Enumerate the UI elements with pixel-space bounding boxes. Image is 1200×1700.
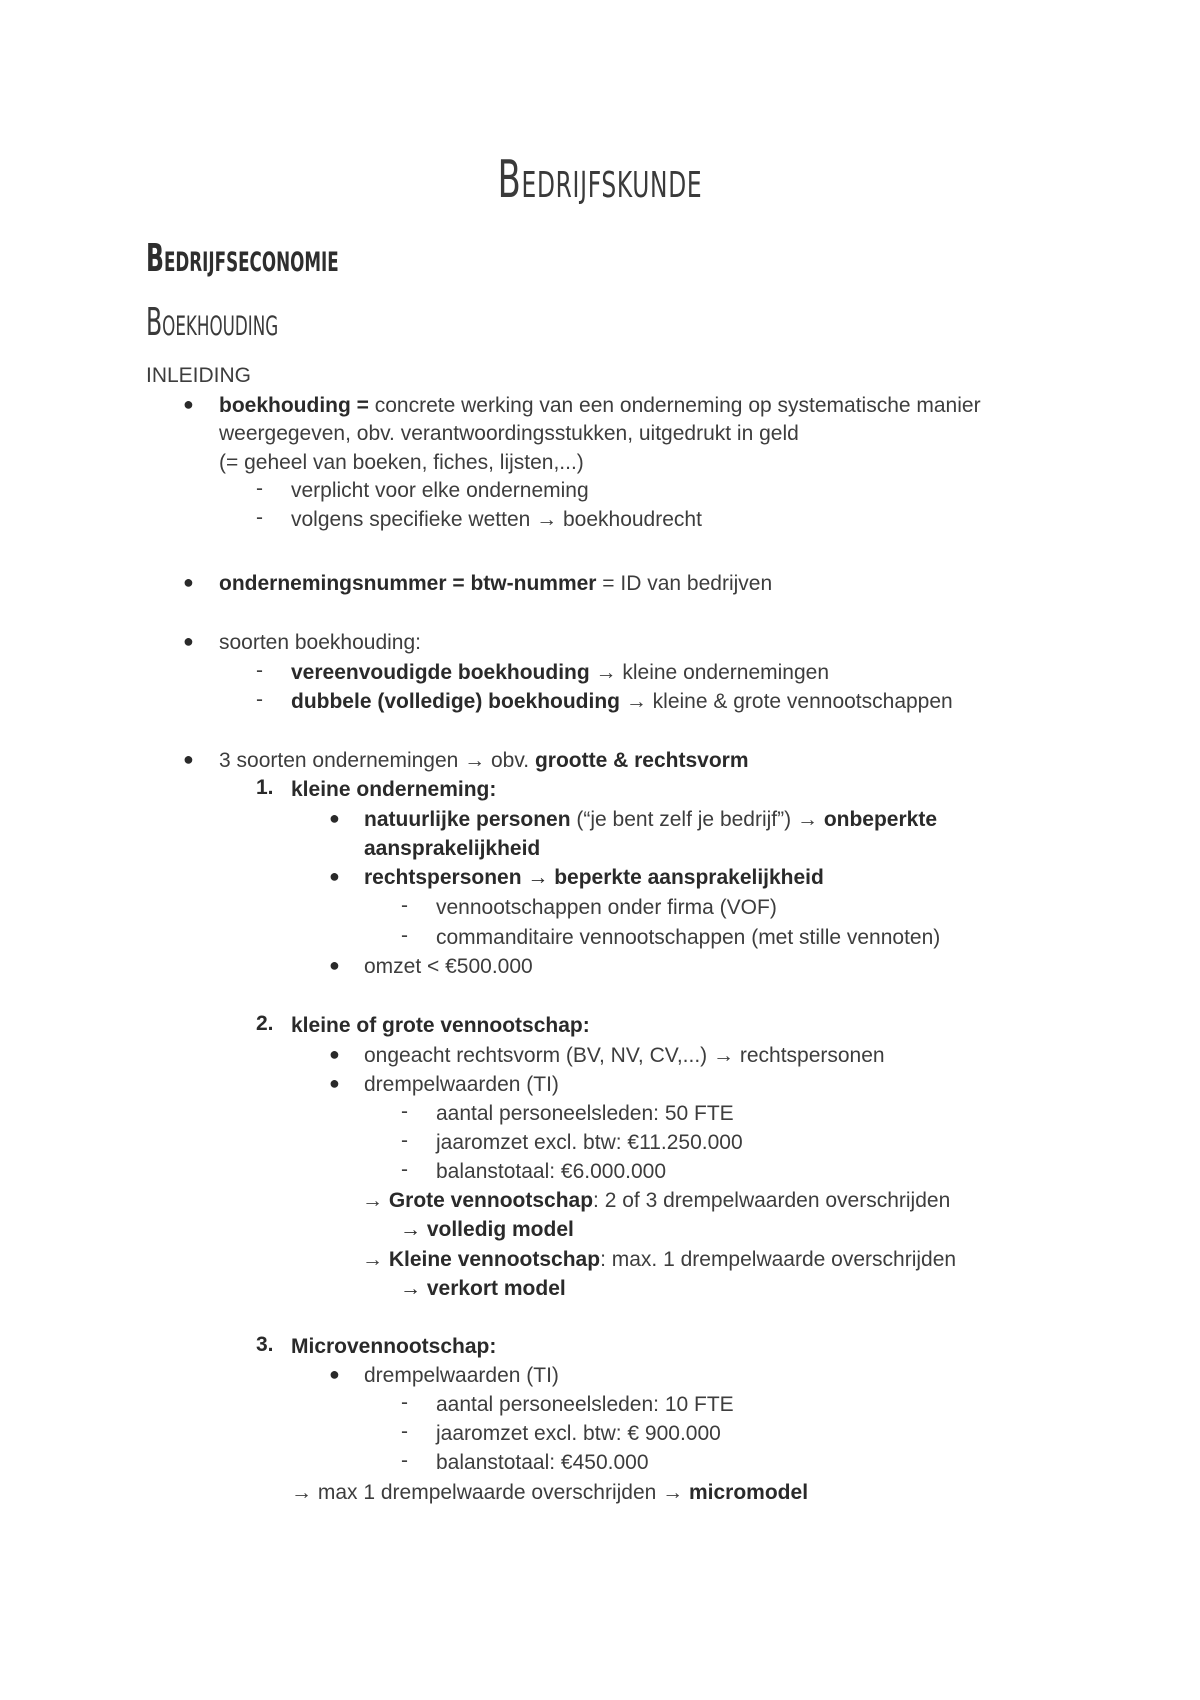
sub-list-item: vennootschappen onder firma (VOF) bbox=[436, 896, 777, 919]
sub-list-item: vereenvoudigde boekhouding → kleine ondernemingen bbox=[291, 661, 830, 684]
bullet-icon: ● bbox=[329, 866, 340, 886]
section-heading: Bedrijfseconomie bbox=[146, 236, 339, 280]
nested-list-item: drempelwaarden (TI) bbox=[364, 1364, 559, 1387]
list-number: 2. bbox=[256, 1012, 274, 1035]
conclusion-line: → Kleine vennootschap: max. 1 drempelwaarde overschrijden bbox=[362, 1248, 957, 1271]
list-item: 3 soorten ondernemingen → obv. grootte & rechtsvorm bbox=[219, 749, 749, 772]
dash-icon: - bbox=[401, 1420, 408, 1443]
nested-list-item: rechtspersonen → beperkte aansprakelijkheid bbox=[364, 866, 824, 889]
sub-list-item: balanstotaal: €450.000 bbox=[436, 1451, 649, 1474]
nested-list-item-continuation: aansprakelijkheid bbox=[364, 837, 541, 860]
bullet-icon: ● bbox=[183, 631, 194, 651]
sub-list-item: aantal personeelsleden: 10 FTE bbox=[436, 1393, 734, 1416]
nested-list-item: drempelwaarden (TI) bbox=[364, 1073, 559, 1096]
bullet-icon: ● bbox=[183, 749, 194, 769]
dash-icon: - bbox=[401, 1129, 408, 1152]
sub-list-item: volgens specifieke wetten → boekhoudrecht bbox=[291, 508, 702, 531]
dash-icon: - bbox=[401, 1449, 408, 1472]
dash-icon: - bbox=[256, 477, 263, 500]
list-item-continuation: (= geheel van boeken, fiches, lijsten,...) bbox=[219, 451, 584, 474]
bullet-icon: ● bbox=[183, 394, 194, 414]
nested-list-item: natuurlijke personen (“je bent zelf je bedrijf”) → onbeperkte bbox=[364, 808, 938, 831]
nested-list-item: ongeacht rechtsvorm (BV, NV, CV,...) → rechtspersonen bbox=[364, 1044, 885, 1067]
sub-list-item: aantal personeelsleden: 50 FTE bbox=[436, 1102, 734, 1125]
sub-list-item: balanstotaal: €6.000.000 bbox=[436, 1160, 667, 1183]
dash-icon: - bbox=[401, 924, 408, 947]
dash-icon: - bbox=[401, 894, 408, 917]
numbered-item-label: kleine of grote vennootschap: bbox=[291, 1014, 590, 1037]
numbered-item-label: Microvennootschap: bbox=[291, 1335, 497, 1358]
list-item-continuation: weergegeven, obv. verantwoordingsstukken, uitgedrukt in geld bbox=[219, 422, 799, 445]
sub-list-item: dubbele (volledige) boekhouding → kleine & grote vennootschappen bbox=[291, 690, 953, 713]
nested-list-item: omzet < €500.000 bbox=[364, 955, 533, 978]
conclusion-line: → max 1 drempelwaarde overschrijden → micromodel bbox=[291, 1481, 809, 1504]
sub-list-item: jaaromzet excl. btw: €11.250.000 bbox=[436, 1131, 743, 1154]
sub-list-item: commanditaire vennootschappen (met stille vennoten) bbox=[436, 926, 941, 949]
page-title: Bedrijfskunde bbox=[497, 150, 703, 210]
dash-icon: - bbox=[401, 1158, 408, 1181]
bullet-icon: ● bbox=[329, 1044, 340, 1064]
list-number: 1. bbox=[256, 776, 274, 799]
sub-list-item: jaaromzet excl. btw: € 900.000 bbox=[436, 1422, 721, 1445]
bullet-icon: ● bbox=[329, 808, 340, 828]
dash-icon: - bbox=[256, 659, 263, 682]
list-item: ondernemingsnummer = btw-nummer = ID van bedrijven bbox=[219, 572, 773, 595]
conclusion-result: → volledig model bbox=[400, 1218, 574, 1241]
sub-list-item: verplicht voor elke onderneming bbox=[291, 479, 589, 502]
bullet-icon: ● bbox=[329, 1364, 340, 1384]
list-number: 3. bbox=[256, 1333, 274, 1356]
bullet-icon: ● bbox=[329, 955, 340, 975]
conclusion-line: → Grote vennootschap: 2 of 3 drempelwaarden overschrijden bbox=[362, 1189, 951, 1212]
intro-label: INLEIDING bbox=[146, 364, 252, 387]
subsection-heading: Boekhouding bbox=[146, 300, 279, 344]
dash-icon: - bbox=[401, 1100, 408, 1123]
dash-icon: - bbox=[256, 506, 263, 529]
bullet-icon: ● bbox=[183, 572, 194, 592]
numbered-item-label: kleine onderneming: bbox=[291, 778, 497, 801]
dash-icon: - bbox=[256, 688, 263, 711]
dash-icon: - bbox=[401, 1391, 408, 1414]
conclusion-result: → verkort model bbox=[400, 1277, 566, 1300]
list-item: soorten boekhouding: bbox=[219, 631, 421, 654]
bullet-icon: ● bbox=[329, 1073, 340, 1093]
list-item: boekhouding = concrete werking van een onderneming op systematische manier bbox=[219, 394, 981, 417]
